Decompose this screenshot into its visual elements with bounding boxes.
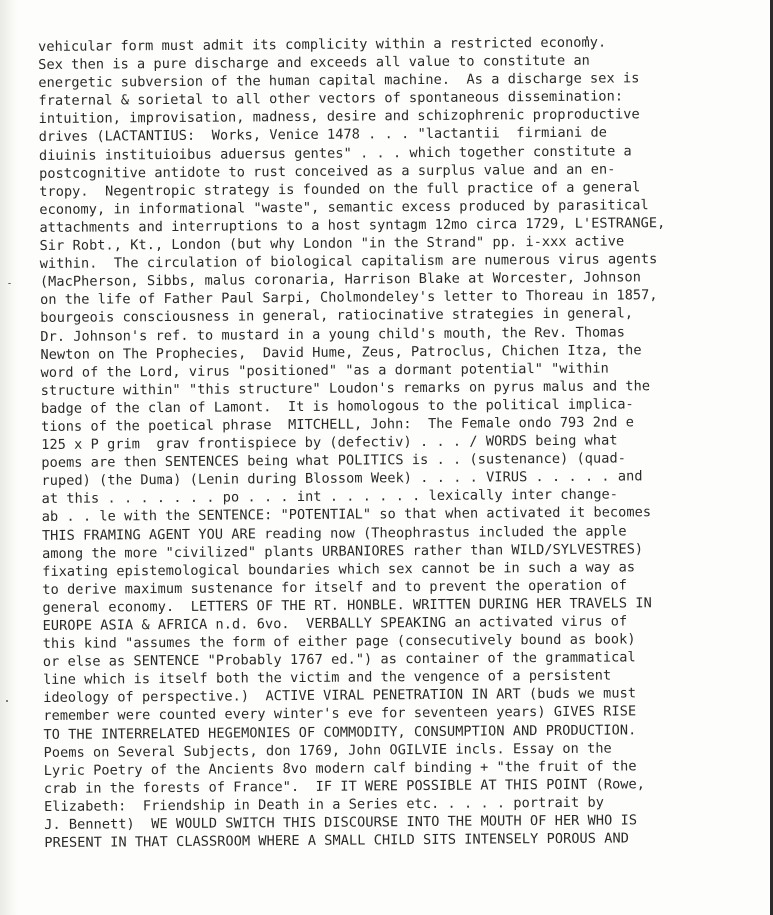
text-line: drives (LACTANTIUS: Works, Venice 1478 . . . "lactantii firmiani de	[38, 125, 607, 146]
text-line: intuition, improvisation, madness, desire and schizophrenic proproductive	[38, 106, 640, 128]
text-line: ideology of perspective.) ACTIVE VIRAL PENETRATION IN ART (buds we must	[43, 685, 637, 707]
text-line: crab in the forests of France". IF IT WERE POSSIBLE AT THIS POINT (Rowe,	[43, 776, 646, 797]
text-line: to derive maximum sustenance for itself and to prevent the operation of	[42, 577, 628, 598]
text-line: TO THE INTERRELATED HEGEMONIES OF COMMODITY, CONSUMPTION AND PRODUCTION.	[43, 721, 637, 743]
text-line: economy, in informational "waste", semantic excess produced by parasitical	[39, 197, 649, 218]
text-line: badge of the clan of Lamont. It is homologous to the political implica-	[40, 396, 634, 417]
text-line: attachments and interruptions to a host syntagm 12mo circa 1729, L'ESTRANGE,	[39, 215, 666, 236]
text-line: among the more "civilized" plants URBANIORES rather than WILD/SYLVESTRES)	[41, 540, 644, 562]
text-line: (MacPherson, Sibbs, malus coronaria, Harrison Blake at Worcester, Johnson	[39, 269, 642, 291]
text-line: on the life of Father Paul Sarpi, Cholmondeley's letter to Thoreau in 1857,	[39, 287, 658, 309]
text-line: this kind "assumes the form of either page (consecutively bound as book)	[42, 631, 636, 653]
text-line: or else as SENTENCE "Probably 1767 ed.") as container of the grammatical	[42, 649, 636, 671]
text-line: within. The circulation of biological capitalism are numerous virus agents	[39, 251, 658, 273]
typewritten-text-block	[38, 33, 744, 853]
text-line: postcognitive antidote to rust conceived as a surplus value and an en-	[39, 161, 616, 182]
text-line: Sir Robt., Kt., London (but why London "in the Strand" pp. i-xxx active	[39, 233, 625, 255]
text-line: vehicular form must admit its complicity within a restricted economy.	[38, 34, 607, 55]
text-line: tropy. Negentropic strategy is founded on the full practice of a general	[39, 179, 641, 200]
text-line: fraternal & sorietal to all other vectors of spontaneous dissemination:	[38, 88, 624, 110]
text-line: Dr. Johnson's ref. to mustard in a young child's mouth, the Rev. Thomas	[40, 323, 626, 345]
text-line: ruped) (the Duma) (Lenin during Blossom Week) . . . . VIRUS . . . . . and	[41, 468, 643, 490]
page-left-edge-shadow	[0, 0, 18, 915]
text-line: at this . . . . . . . po . . . int . . . . . . lexically inter change-	[41, 486, 619, 508]
text-line: remember were counted every winter's eve for seventeen years) GIVES RISE	[43, 703, 637, 725]
text-line: fixating epistemological boundaries which sex cannot be in such a way as	[42, 559, 636, 580]
text-line: diuinis instituioibus aduersus gentes" . . . which together constitute a	[38, 142, 632, 164]
text-line: Poems on Several Subjects, don 1769, John OGILVIE incls. Essay on the	[43, 740, 612, 761]
text-line: general economy. LETTERS OF THE RT. HONBLE. WRITTEN DURING HER TRAVELS IN	[42, 595, 652, 616]
text-line: PRESENT IN THAT CLASSROOM WHERE A SMALL CHILD SITS INTENSELY POROUS AND	[44, 830, 629, 852]
text-line: Lyric Poetry of the Ancients 8vo modern calf binding + "the fruit of the	[43, 758, 637, 779]
text-line: EUROPE ASIA & AFRICA n.d. 6vo. VERBALLY SPEAKING an activated virus of	[42, 613, 628, 634]
text-line: Sex then is a pure discharge and exceeds all value to constitute an	[38, 52, 590, 74]
text-line: line which is itself both the victim and the vengence of a persistent	[42, 667, 612, 689]
text-line: poems are then SENTENCES being what POLITICS is . . (sustenance) (quad-	[41, 450, 627, 472]
text-line: bourgeois consciousness in general, ratiocinative strategies in general,	[40, 305, 634, 327]
text-line: energetic subversion of the human capital machine. As a discharge sex is	[38, 70, 640, 92]
text-line: word of the Lord, virus "positioned" "as a dormant potential" "within	[40, 360, 609, 381]
text-line: tions of the poetical phrase MITCHELL, John: The Female ondo 793 2nd e	[40, 414, 634, 435]
text-line: ab . . le with the SENTENCE: "POTENTIAL" so that when activated it becomes	[41, 504, 652, 526]
text-line: J. Bennett) WE WOULD SWITCH THIS DISCOURSE INTO THE MOUTH OF HER WHO IS	[44, 812, 638, 834]
text-line: Elizabeth: Friendship in Death in a Series etc. . . . . portrait by	[43, 794, 605, 815]
text-line: THIS FRAMING AGENT YOU ARE reading now (Theophrastus included the apple	[41, 522, 627, 544]
scan-speck	[6, 700, 8, 702]
text-line: structure within" "this structure" Loudon's remarks on pyrus malus and the	[40, 377, 651, 399]
text-line: Newton on The Prophecies, David Hume, Zeus, Patroclus, Chichen Itza, the	[40, 341, 642, 363]
scan-speck	[8, 283, 11, 284]
text-line: 125 x P grim grav frontispiece by (defectiv) . . . / WORDS being what	[41, 432, 618, 454]
